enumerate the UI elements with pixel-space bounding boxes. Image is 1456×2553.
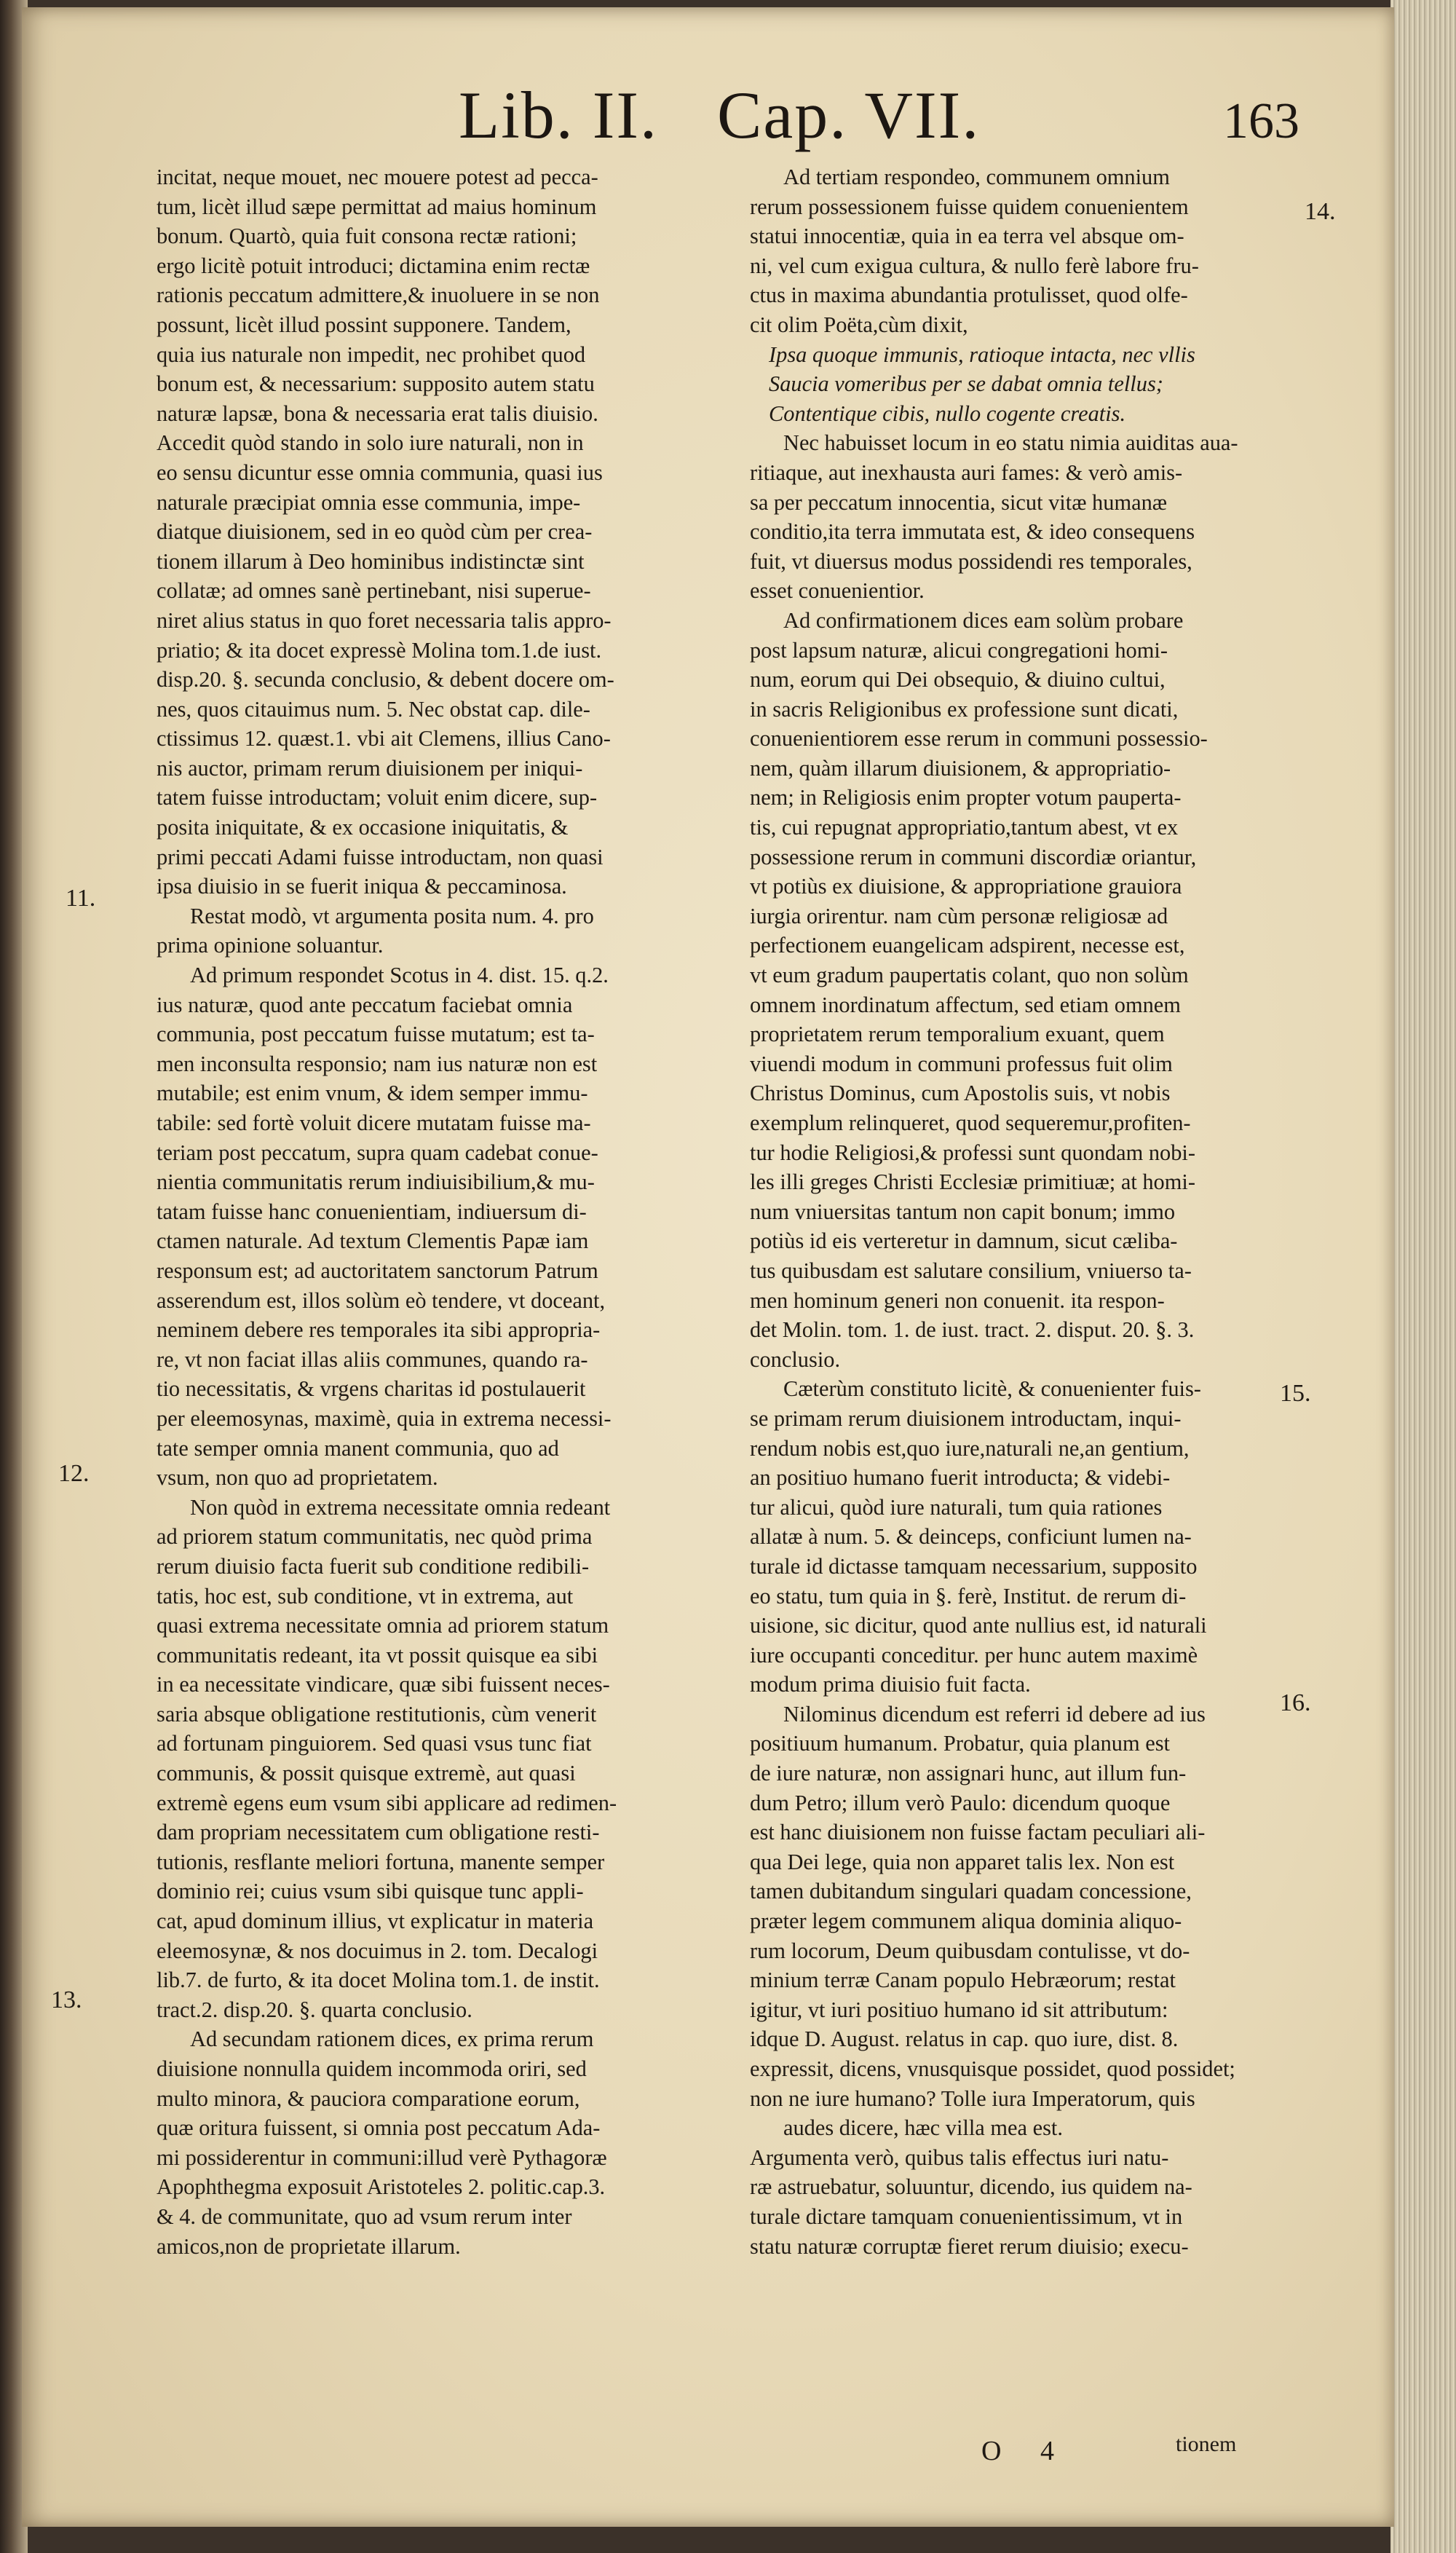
text-line: per eleemosynas, maximè, quia in extrema necessi- [157, 1405, 612, 1431]
text-line: potiùs id eis verteretur in damnum, sicut cæliba- [750, 1228, 1178, 1254]
text-line: niret alius status in quo foret necessaria talis appro- [157, 607, 612, 633]
text-line: dominio rei; cuius vsum sibi quisque tunc appli- [157, 1879, 584, 1904]
text-line: qua Dei lege, quia non apparet talis lex. Non est [750, 1849, 1175, 1874]
signature-mark: O 4 [981, 2436, 1070, 2466]
text-line: multo minora, & pauciora comparatione eorum, [157, 2086, 580, 2111]
margin-number: 15. [1280, 1380, 1311, 1407]
text-line: vsum, non quo ad proprietatem. [157, 1465, 438, 1491]
text-line: Argumenta verò, quibus talis effectus iuri natu- [750, 2144, 1169, 2170]
text-line: conclusio. [750, 1346, 841, 1372]
text-line: & 4. de communitate, quo ad vsum rerum inter [157, 2203, 572, 2229]
text-line: rerum diuisio facta fuerit sub conditione redibili- [157, 1553, 590, 1579]
text-line: Ad tertiam respondeo, communem omnium [783, 165, 1170, 189]
text-line: quasi extrema necessitate omnia ad priorem statum [157, 1613, 609, 1638]
text-line: prima opinione soluantur. [157, 933, 384, 958]
text-line: iurgia orirentur. nam cùm personæ religiosæ ad [750, 903, 1168, 928]
text-line: communia, post peccatum fuisse mutatum; est ta- [157, 1022, 595, 1047]
text-line: Saucia vomeribus per se dabat omnia tellus; [769, 371, 1163, 397]
text-line: turale id dictasse tamquam necessarium, supposito [750, 1553, 1198, 1579]
text-line: eleemosynæ, & nos docuimus in 2. tom. Decalogi [157, 1938, 598, 1963]
text-line: re, vt non faciat illas aliis communes, quando ra- [157, 1346, 588, 1372]
text-line: naturæ lapsæ, bona & necessaria erat talis diuisio. [157, 400, 598, 426]
text-line: vt eum gradum paupertatis colant, quo non solùm [750, 963, 1189, 988]
text-line: tamen dubitandum singulari quadam concessione, [750, 1879, 1192, 1904]
text-line: rerum possessionem fuisse quidem conuenientem [750, 194, 1189, 219]
text-line: tate semper omnia manent communia, quo ad [157, 1435, 559, 1461]
text-line: tionem illarum à Deo hominibus indistinctæ sint [157, 548, 585, 574]
text-line: modum prima diuisio fuit facta. [750, 1672, 1031, 1697]
text-line: asserendum est, illos solùm eò tendere, vt doceant, [157, 1287, 606, 1313]
text-line: tatis, hoc est, sub conditione, vt in extrema, aut [157, 1583, 574, 1609]
text-line: ipsa diuisio in se fuerit iniqua & peccaminosa. [157, 874, 567, 899]
text-line: diuisione nonnulla quidem incommoda oriri, sed [157, 2056, 587, 2081]
text-line: Ad confirmationem dices eam solùm probare [783, 607, 1184, 633]
text-line: vt potiùs ex diuisione, & appropriatione grauiora [750, 874, 1182, 899]
text-line: bonum. Quartò, quia fuit consona rectæ rationi; [157, 224, 577, 249]
text-line: tutionis, resflante meliori fortuna, manente semper [157, 1849, 605, 1874]
text-line: ad fortunam pinguiorem. Sed quasi vsus tunc fiat [157, 1731, 592, 1756]
text-line: dam propriam necessitatem cum obligatione resti- [157, 1820, 600, 1845]
text-line: nem, quàm illarum diuisionem, & appropriatio- [750, 755, 1171, 781]
text-line: les illi greges Christi Ecclesiæ primitiuæ; at homi- [750, 1169, 1195, 1195]
text-line: ctissimus 12. quæst.1. vbi ait Clemens, illius Cano- [157, 726, 611, 751]
text-line: num vniuersitas tantum non capit bonum; immo [750, 1199, 1176, 1224]
text-line: in ea necessitate vindicare, quæ sibi fuissent neces- [157, 1672, 610, 1697]
text-line: omnem inordinatum affectum, sed etiam omnem [750, 992, 1181, 1017]
text-line: posita iniquitate, & ex occasione iniquitatis, & [157, 815, 569, 840]
text-line: proprietatem rerum temporalium exuant, quem [750, 1022, 1165, 1047]
text-line: quia ius naturale non impedit, nec prohibet quod [157, 342, 586, 367]
text-line: allatæ à num. 5. & deinceps, conficiunt lumen na- [750, 1524, 1192, 1550]
text-line: tatem fuisse introductam; voluit enim dicere, sup- [157, 785, 598, 810]
margin-number: 11. [66, 885, 96, 912]
page-number: 163 [1223, 93, 1299, 149]
text-line: primi peccati Adami fuisse introductam, non quasi [157, 844, 604, 869]
text-line: nis auctor, primam rerum diuisionem per iniqui- [157, 755, 583, 781]
text-line: se primam rerum diuisionem introductam, inqui- [750, 1405, 1182, 1431]
text-line: responsum est; ad auctoritatem sanctorum Patrum [157, 1258, 598, 1283]
text-line: num, eorum qui Dei obsequio, & diuino cultui, [750, 667, 1166, 692]
text-line: igitur, vt iuri positiuo humano id sit attributum: [750, 1997, 1168, 2022]
text-line: ad priorem statum communitatis, nec quòd prima [157, 1524, 593, 1550]
text-line: incitat, neque mouet, nec mouere potest ad pecca- [157, 165, 598, 189]
text-line: post lapsum naturæ, alicui congregationi homi- [750, 637, 1168, 663]
text-line: diatque diuisionem, sed in eo quòd cùm per crea- [157, 519, 593, 545]
text-line: ctamen naturale. Ad textum Clementis Papæ iam [157, 1228, 589, 1254]
text-line: viuendi modum in communi professus fuit olim [750, 1051, 1173, 1076]
text-line: Cæterùm constituto licitè, & conuenienter fuis- [783, 1376, 1201, 1402]
text-line: conditio,ita terra immutata est, & ideo consequens [750, 519, 1195, 545]
text-line: tur alicui, quòd iure naturali, tum quia rationes [750, 1494, 1163, 1520]
text-line: minium terræ Canam populo Hebræorum; restat [750, 1968, 1176, 1993]
text-line: esset conuenientior. [750, 578, 925, 604]
text-line: Contentique cibis, nullo cogente creatis. [769, 400, 1126, 426]
text-line: tur hodie Religiosi,& professi sunt quondam nobi- [750, 1140, 1195, 1165]
text-line: Accedit quòd stando in solo iure naturali, non in [157, 430, 584, 456]
text-line: exemplum relinqueret, quod sequeremur,profiten- [750, 1110, 1191, 1135]
text-line: rationis peccatum admittere,& inuoluere in se non [157, 283, 600, 308]
text-line: rendum nobis est,quo iure,naturali ne,an gentium, [750, 1435, 1190, 1461]
text-line: lib.7. de furto, & ita docet Molina tom.1. de instit. [157, 1968, 600, 1993]
text-line: Apophthegma exposuit Aristoteles 2. politic.cap.3. [157, 2174, 606, 2200]
page-stack-edges [1390, 0, 1456, 2553]
text-line: cit olim Poëta,cùm dixit, [750, 312, 968, 337]
text-line: quæ oritura fuissent, si omnia post peccatum Ada- [157, 2115, 601, 2141]
text-line: mutabile; est enim vnum, & idem semper immu- [157, 1081, 588, 1106]
text-line: amicos,non de proprietate illarum. [157, 2233, 461, 2259]
text-line: audes dicere, hæc villa mea est. [783, 2115, 1063, 2141]
catchword: tionem [1176, 2432, 1237, 2456]
text-line: ctus in maxima abundantia protulisset, quod olfe- [750, 283, 1188, 308]
text-line: possunt, licèt illud possint supponere. Tandem, [157, 312, 571, 337]
text-line: Non quòd in extrema necessitate omnia redeant [190, 1494, 611, 1520]
text-line: perfectionem euangelicam adspirent, necesse est, [750, 933, 1185, 958]
text-line: bonum est, & necessarium: supposito autem statu [157, 371, 595, 397]
text-line: Ipsa quoque immunis, ratioque intacta, nec vllis [769, 342, 1195, 367]
text-line: eo statu, tum quia in §. ferè, Institut. de rerum di- [750, 1583, 1187, 1609]
text-line: an positiuo humano fuerit introducta; & videbi- [750, 1465, 1171, 1491]
text-line: positiuum humanum. Probatur, quia planum est [750, 1731, 1170, 1756]
running-head-book: Lib. II. [459, 78, 659, 152]
text-line: conuenientiorem esse rerum in communi possessio- [750, 726, 1208, 751]
text-line: turale dictare tamquam conuenientissimum, vt in [750, 2203, 1183, 2229]
book-page [22, 7, 1394, 2527]
text-line: statu naturæ corruptæ fieret rerum diuisio; execu- [750, 2233, 1189, 2259]
text-line: idque D. August. relatus in cap. quo iure, dist. 8. [750, 2027, 1179, 2052]
text-line: sa per peccatum innocentia, sicut vitæ humanæ [750, 489, 1168, 515]
text-line: men inconsulta responsio; nam ius naturæ non est [157, 1051, 598, 1076]
text-line: de iure naturæ, non assignari hunc, aut illum fun- [750, 1761, 1187, 1786]
text-line: teriam post peccatum, supra quam cadebat conue- [157, 1140, 598, 1165]
text-line: in sacris Religionibus ex professione sunt dicati, [750, 696, 1179, 722]
margin-number: 14. [1305, 198, 1336, 225]
text-line: men hominum generi non conuenit. ita respon- [750, 1287, 1165, 1313]
margin-number: 16. [1280, 1689, 1311, 1716]
text-line: eo sensu dicuntur esse omnia communia, quasi ius [157, 459, 603, 485]
text-line: det Molin. tom. 1. de iust. tract. 2. disput. 20. §. 3. [750, 1317, 1195, 1343]
text-line: naturale præcipiat omnia esse communia, impe- [157, 489, 581, 515]
text-line: expressit, dicens, vnusquisque possidet, quod possidet; [750, 2056, 1235, 2081]
text-line: fuit, vt diuersus modus possidendi res temporales, [750, 548, 1192, 574]
running-head [22, 76, 1394, 164]
text-line: neminem debere res temporales ita sibi appropria- [157, 1317, 601, 1343]
text-line: tabile: sed fortè voluit dicere mutatam fuisse ma- [157, 1110, 591, 1135]
text-line: tis, cui repugnat appropriatio,tantum abest, vt ex [750, 815, 1179, 840]
text-line: tio necessitatis, & vrgens charitas id postulauerit [157, 1376, 586, 1402]
text-line: dum Petro; illum verò Paulo: dicendum quoque [750, 1790, 1171, 1815]
text-line: ius naturæ, quod ante peccatum faciebat omnia [157, 992, 573, 1017]
text-line: ni, vel cum exigua cultura, & nullo ferè labore fru- [750, 253, 1199, 278]
text-line: Ad primum respondet Scotus in 4. dist. 15. q.2. [190, 963, 609, 988]
text-line: rum locorum, Deum quibusdam contulisse, vt do- [750, 1938, 1190, 1963]
text-line: ræ astruebatur, soluuntur, dicendo, ius quidem na- [750, 2174, 1192, 2200]
text-line: Ad secundam rationem dices, ex prima rerum [190, 2027, 594, 2052]
text-line: præter legem communem aliqua dominia aliquo- [750, 1909, 1182, 1934]
text-line: nem; in Religiosis enim propter votum pauperta- [750, 785, 1182, 810]
text-line: saria absque obligatione restitutionis, cùm venerit [157, 1701, 597, 1727]
text-line: tract.2. disp.20. §. quarta conclusio. [157, 1997, 472, 2022]
text-line: uisione, sic dicitur, quod ante nullius est, id naturali [750, 1613, 1207, 1638]
text-line: Nec habuisset locum in eo statu nimia auiditas aua- [783, 430, 1238, 456]
text-line: tus quibusdam est salutare consilium, vniuerso ta- [750, 1258, 1192, 1283]
text-line: collatæ; ad omnes sanè pertinebant, nisi superue- [157, 578, 591, 604]
text-line: disp.20. §. secunda conclusio, & debent docere om- [157, 667, 614, 692]
margin-number: 12. [58, 1460, 90, 1487]
text-line: ritiaque, aut inexhausta auri fames: & verò amis- [750, 459, 1183, 485]
text-line: non ne iure humano? Tolle iura Imperatorum, quis [750, 2086, 1195, 2111]
text-line: ergo licitè potuit introduci; dictamina enim rectæ [157, 253, 590, 278]
text-line: tum, licèt illud sæpe permittat ad maius hominum [157, 194, 597, 219]
running-head-chapter: Cap. VII. [717, 78, 981, 152]
text-line: est hanc diuisionem non fuisse factam peculiari ali- [750, 1820, 1206, 1845]
text-line: Christus Dominus, cum Apostolis suis, vt nobis [750, 1081, 1171, 1106]
text-line: possessione rerum in communi discordiæ oriantur, [750, 844, 1197, 869]
text-line: Nilominus dicendum est referri id debere ad ius [783, 1701, 1206, 1727]
text-line: Restat modò, vt argumenta posita num. 4. pro [190, 903, 594, 928]
right-column [750, 162, 1252, 2261]
text-line: nientia communitatis rerum indiuisibilium,& mu- [157, 1169, 595, 1195]
text-line: communitatis redeant, ita vt possit quisque ea sibi [157, 1642, 598, 1668]
text-line: nes, quos citauimus num. 5. Nec obstat cap. dile- [157, 696, 590, 722]
text-line: mi possiderentur in communi:illud verè Pythagoræ [157, 2144, 607, 2170]
text-line: tatam fuisse hanc conuenientiam, indiuersum di- [157, 1199, 587, 1224]
text-line: cat, apud dominum illius, vt explicatur in materia [157, 1909, 594, 1934]
text-line: iure occupanti conceditur. per hunc autem maximè [750, 1642, 1198, 1668]
text-line: statui innocentiæ, quia in ea terra vel absque om- [750, 224, 1184, 249]
text-line: extremè egens eum vsum sibi applicare ad redimen- [157, 1790, 617, 1815]
left-column [157, 162, 724, 2261]
text-line: priatio; & ita docet expressè Molina tom.1.de iust. [157, 637, 602, 663]
text-line: communis, & possit quisque extremè, aut quasi [157, 1761, 576, 1786]
margin-number: 13. [51, 1986, 82, 2013]
